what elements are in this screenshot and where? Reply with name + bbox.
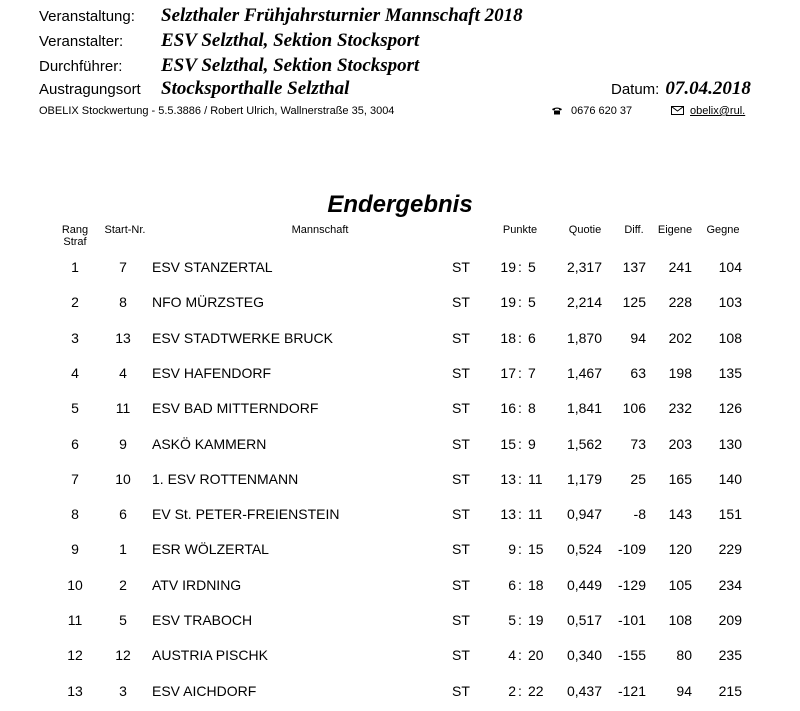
start-number-cell: 3 (119, 683, 127, 699)
quotient-cell: 0,449 (566, 577, 602, 593)
difference-cell: 25 (630, 471, 646, 487)
page-title: Endergebnis (327, 191, 473, 218)
header-label: Veranstaltung: (39, 8, 135, 25)
rank-cell: 10 (67, 577, 83, 593)
points-won: 5 (508, 612, 516, 628)
category-cell: ST (452, 436, 470, 452)
rank-cell: 13 (67, 683, 83, 699)
header-value: ESV Selzthal, Sektion Stocksport (161, 30, 420, 51)
points-lost: 19 (528, 612, 544, 628)
column-header-rang (60, 224, 90, 248)
rank-cell: 1 (71, 259, 79, 275)
quotient-cell: 1,179 (566, 471, 602, 487)
own-points-cell: 165 (668, 471, 692, 487)
start-number-cell: 13 (115, 330, 131, 346)
own-points-cell: 202 (668, 330, 692, 346)
team-name-cell: EV St. PETER-FREIENSTEIN (152, 506, 340, 522)
rank-cell: 11 (67, 612, 83, 628)
start-number-cell: 5 (119, 612, 127, 628)
opponent-points-cell: 209 (718, 612, 742, 628)
category-cell: ST (452, 683, 470, 699)
quotient-cell: 1,562 (566, 436, 602, 452)
points-won: 4 (508, 647, 516, 663)
opponent-points-cell: 135 (718, 365, 742, 381)
team-name-cell: ESV HAFENDORF (152, 365, 272, 381)
own-points-cell: 198 (668, 365, 692, 381)
category-cell: ST (452, 294, 470, 310)
points-separator: : (518, 577, 522, 593)
team-name-cell: ESV STANZERTAL (152, 259, 273, 275)
points-won: 2 (508, 683, 516, 699)
difference-cell: 125 (622, 294, 646, 310)
table-row (0, 612, 800, 632)
quotient-cell: 2,317 (566, 259, 602, 275)
own-points-cell: 232 (668, 400, 692, 416)
team-name-cell: ESV BAD MITTERNDORF (152, 400, 319, 416)
points-separator: : (518, 330, 522, 346)
rank-cell: 7 (71, 471, 79, 487)
envelope-icon (671, 106, 684, 115)
quotient-cell: 0,947 (566, 506, 602, 522)
opponent-points-cell: 140 (718, 471, 742, 487)
email-address[interactable]: obelix@rul. (690, 105, 746, 117)
difference-cell: 106 (622, 400, 646, 416)
own-points-cell: 94 (676, 683, 692, 699)
points-lost: 22 (528, 683, 544, 699)
points-separator: : (518, 259, 522, 275)
table-row (0, 647, 800, 667)
table-row (0, 294, 800, 314)
category-cell: ST (452, 471, 470, 487)
column-label-straf: Straf (63, 236, 87, 248)
header-value: Selzthaler Frühjahrsturnier Mannschaft 2018 (161, 5, 523, 26)
software-info-line: OBELIX Stockwertung - 5.5.3886 / Robert Ulrich, Wallnerstraße 35, 3004 (39, 105, 395, 117)
difference-cell: -121 (617, 683, 646, 699)
column-header-gegne: Gegne (706, 224, 740, 236)
own-points-cell: 228 (668, 294, 692, 310)
date-label: Datum: (611, 81, 660, 98)
table-row (0, 436, 800, 456)
table-row (0, 577, 800, 597)
points-separator: : (518, 647, 522, 663)
points-won: 9 (508, 541, 516, 557)
points-lost: 20 (528, 647, 544, 663)
points-lost: 5 (528, 294, 536, 310)
date-field (611, 78, 751, 100)
opponent-points-cell: 234 (718, 577, 742, 593)
difference-cell: 94 (630, 330, 646, 346)
points-won: 16 (500, 400, 516, 416)
difference-cell: 137 (622, 259, 646, 275)
points-separator: : (518, 436, 522, 452)
category-cell: ST (452, 612, 470, 628)
opponent-points-cell: 108 (718, 330, 742, 346)
start-number-cell: 8 (119, 294, 127, 310)
rank-cell: 6 (71, 436, 79, 452)
points-lost: 15 (528, 541, 544, 557)
quotient-cell: 1,467 (566, 365, 602, 381)
column-label-rang: Rang (61, 224, 89, 236)
header-label: Austragungsort (39, 81, 141, 98)
start-number-cell: 11 (115, 400, 131, 416)
own-points-cell: 120 (668, 541, 692, 557)
table-row (0, 400, 800, 420)
points-separator: : (518, 506, 522, 522)
opponent-points-cell: 151 (718, 506, 742, 522)
difference-cell: -109 (617, 541, 646, 557)
team-name-cell: ATV IRDNING (152, 577, 242, 593)
table-row (0, 365, 800, 385)
table-row (0, 541, 800, 561)
column-header-start-nr: Start-Nr. (104, 224, 146, 236)
points-lost: 8 (528, 400, 536, 416)
quotient-cell: 0,517 (566, 612, 602, 628)
points-lost: 11 (528, 506, 543, 522)
own-points-cell: 80 (676, 647, 692, 663)
category-cell: ST (452, 577, 470, 593)
phone-number: 0676 620 37 (571, 105, 633, 117)
points-separator: : (518, 612, 522, 628)
start-number-cell: 1 (119, 541, 127, 557)
rank-cell: 9 (71, 541, 79, 557)
rank-cell: 5 (71, 400, 79, 416)
phone-contact (551, 105, 632, 117)
points-lost: 9 (528, 436, 536, 452)
telephone-icon (551, 106, 563, 115)
header-label: Veranstalter: (39, 33, 124, 50)
rank-cell: 8 (71, 506, 79, 522)
team-name-cell: AUSTRIA PISCHK (152, 647, 268, 663)
category-cell: ST (452, 259, 470, 275)
table-row (0, 506, 800, 526)
difference-cell: -129 (617, 577, 646, 593)
opponent-points-cell: 103 (718, 294, 742, 310)
team-name-cell: 1. ESV ROTTENMANN (152, 471, 299, 487)
start-number-cell: 10 (115, 471, 131, 487)
start-number-cell: 4 (119, 365, 127, 381)
own-points-cell: 241 (668, 259, 692, 275)
points-won: 19 (500, 259, 516, 275)
start-number-cell: 6 (119, 506, 127, 522)
points-won: 17 (500, 365, 516, 381)
points-won: 13 (500, 471, 516, 487)
header-label: Durchführer: (39, 58, 123, 75)
points-lost: 18 (528, 577, 544, 593)
difference-cell: 73 (630, 436, 646, 452)
category-cell: ST (452, 330, 470, 346)
points-won: 19 (500, 294, 516, 310)
difference-cell: 63 (630, 365, 646, 381)
team-name-cell: ESV STADTWERKE BRUCK (152, 330, 333, 346)
team-name-cell: ASKÖ KAMMERN (152, 436, 267, 452)
header-value: Stocksporthalle Selzthal (161, 78, 350, 99)
opponent-points-cell: 126 (718, 400, 742, 416)
table-row (0, 683, 800, 703)
table-row (0, 471, 800, 491)
team-name-cell: ESV TRABOCH (152, 612, 253, 628)
points-won: 13 (500, 506, 516, 522)
table-row (0, 330, 800, 350)
start-number-cell: 12 (115, 647, 131, 663)
points-lost: 7 (528, 365, 536, 381)
date-value: 07.04.2018 (665, 78, 751, 99)
points-lost: 5 (528, 259, 536, 275)
opponent-points-cell: 215 (718, 683, 742, 699)
points-separator: : (518, 400, 522, 416)
rank-cell: 12 (67, 647, 83, 663)
column-header-eigene: Eigene (657, 224, 693, 236)
points-lost: 6 (528, 330, 536, 346)
column-header-punkte: Punkte (502, 224, 538, 236)
start-number-cell: 7 (119, 259, 127, 275)
category-cell: ST (452, 365, 470, 381)
opponent-points-cell: 235 (718, 647, 742, 663)
team-name-cell: ESV AICHDORF (152, 683, 257, 699)
difference-cell: -101 (617, 612, 646, 628)
difference-cell: -8 (633, 506, 646, 522)
own-points-cell: 105 (668, 577, 692, 593)
points-separator: : (518, 683, 522, 699)
rank-cell: 2 (71, 294, 79, 310)
category-cell: ST (452, 400, 470, 416)
points-separator: : (518, 294, 522, 310)
difference-cell: -155 (617, 647, 646, 663)
points-separator: : (518, 541, 522, 557)
rank-cell: 3 (71, 330, 79, 346)
column-header-mannschaft: Mannschaft (291, 224, 349, 236)
rank-cell: 4 (71, 365, 79, 381)
opponent-points-cell: 130 (718, 436, 742, 452)
table-row (0, 259, 800, 279)
column-header-diff: Diff. (624, 224, 644, 236)
category-cell: ST (452, 647, 470, 663)
quotient-cell: 0,340 (566, 647, 602, 663)
quotient-cell: 2,214 (566, 294, 602, 310)
points-won: 18 (500, 330, 516, 346)
quotient-cell: 0,437 (566, 683, 602, 699)
header-value: ESV Selzthal, Sektion Stocksport (161, 55, 420, 76)
quotient-cell: 1,841 (566, 400, 602, 416)
own-points-cell: 203 (668, 436, 692, 452)
opponent-points-cell: 104 (718, 259, 742, 275)
start-number-cell: 9 (119, 436, 127, 452)
team-name-cell: NFO MÜRZSTEG (152, 294, 264, 310)
quotient-cell: 0,524 (566, 541, 602, 557)
points-separator: : (518, 471, 522, 487)
points-won: 15 (500, 436, 516, 452)
start-number-cell: 2 (119, 577, 127, 593)
quotient-cell: 1,870 (566, 330, 602, 346)
own-points-cell: 108 (668, 612, 692, 628)
own-points-cell: 143 (668, 506, 692, 522)
points-won: 6 (508, 577, 516, 593)
category-cell: ST (452, 506, 470, 522)
column-header-quotie: Quotie (568, 224, 602, 236)
opponent-points-cell: 229 (718, 541, 742, 557)
points-separator: : (518, 365, 522, 381)
email-contact (671, 105, 745, 117)
points-lost: 11 (528, 471, 543, 487)
team-name-cell: ESR WÖLZERTAL (152, 541, 269, 557)
category-cell: ST (452, 541, 470, 557)
